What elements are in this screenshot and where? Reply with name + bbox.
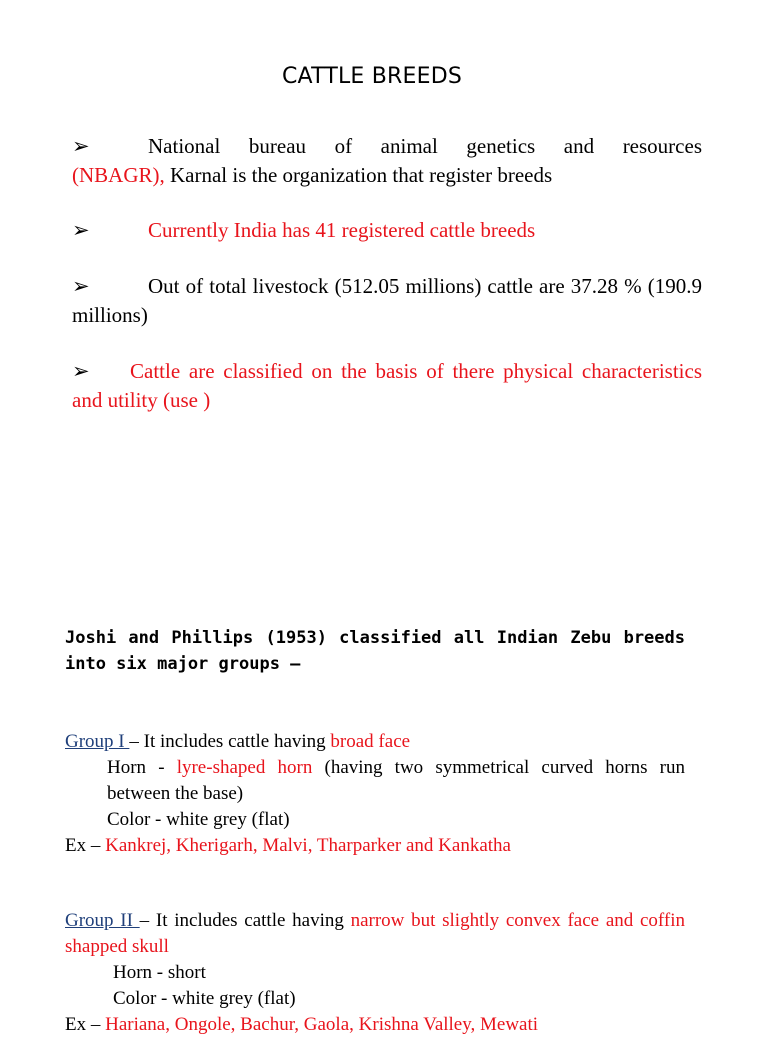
group-2-block [65,908,685,1038]
group-desc-highlight: broad face [330,731,411,752]
group-1-block [65,729,685,859]
group-1-label: Group I [65,731,130,752]
arrow-bullet-icon: ➢ [72,359,90,383]
bullet-nbagr [72,132,702,190]
bullet-text: Cattle are classified on the basis of there physical characteristics and utility (use ) [72,359,702,412]
bullet-text: Out of total livestock (512.05 millions) cattle are 37.28 % (190.9 millions) [72,274,702,327]
page-title: CATTLE BREEDS [281,64,463,89]
group-desc: – It includes cattle having [129,731,331,752]
bullet-text: National bureau of animal genetics and resources [148,134,702,158]
arrow-bullet-icon: ➢ [72,134,90,158]
bullet-text: Karnal is the organization that register breeds [164,163,553,187]
color-line: Color - white grey (flat) [107,809,290,830]
group-desc-highlight: narrow but slightly convex face and coffin shapped skull [65,910,686,957]
bullet-livestock [72,272,702,330]
example-label: Ex – [65,1014,106,1035]
arrow-bullet-icon: ➢ [72,218,90,242]
example-breeds: Kankrej, Kherigarh, Malvi, Tharparker and Kankatha [105,835,511,856]
bullet-text: Currently India has 41 registered cattle breeds [148,218,536,242]
example-breeds: Hariana, Ongole, Bachur, Gaola, Krishna Valley, Mewati [105,1014,539,1035]
horn-label: Horn - [107,757,177,778]
color-line: Color - white grey (flat) [113,988,296,1009]
bullet-registered [72,216,702,245]
horn-line: Horn - short [113,962,206,983]
group-desc: – It includes cattle having [139,910,351,931]
group-2-label: Group II [65,910,140,931]
bullet-classified [72,357,702,415]
example-label: Ex – [65,835,106,856]
horn-detail: (having two symmetrical curved horns run between the base) [107,757,685,804]
nbagr-abbrev: (NBAGR), [72,163,165,187]
horn-highlight: lyre-shaped horn [176,757,313,778]
intro-paragraph: Joshi and Phillips (1953) classified all Indian Zebu breeds into six major groups – [65,628,685,674]
arrow-bullet-icon: ➢ [72,274,90,298]
